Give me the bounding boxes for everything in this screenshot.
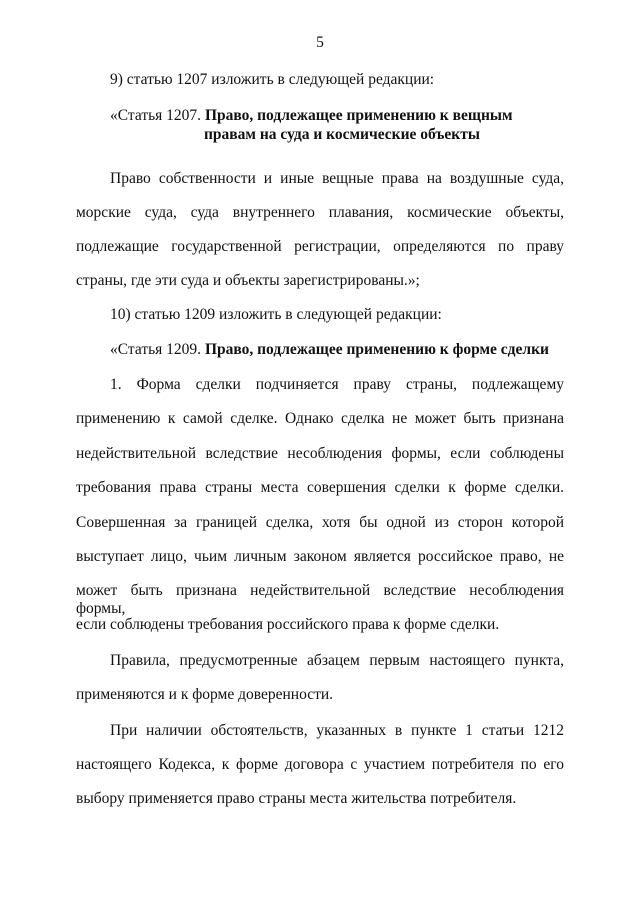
item10-para1-line: Совершенная за границей сделка, хотя бы одной из сторон которой (76, 514, 564, 531)
item9-body-line: морские суда, суда внутреннего плавания, космические объекты, (76, 204, 564, 221)
item10-para1-line: выступает лицо, чьим личным законом является российское право, не (76, 548, 564, 565)
item9-body-line: подлежащие государственной регистрации, определяются по праву (76, 238, 564, 255)
item9-article-heading-line1 (110, 107, 513, 125)
item10-intro: 10) статью 1209 изложить в следующей редакции: (110, 306, 442, 323)
item10-para1-line: применению к самой сделке. Однако сделка не может быть признана (76, 410, 564, 427)
item10-para1-line: может быть признана недействительной вследствие несоблюдения формы, (76, 582, 564, 617)
item9-article-prefix: «Статья 1207. (110, 107, 202, 124)
item10-para1-line: недействительной вследствие несоблюдения формы, если соблюдены (76, 445, 564, 462)
item10-para1-line: если соблюдены требования российского права к форме сделки. (76, 616, 500, 633)
item10-para1-line: требования права страны места совершения сделки к форме сделки. (76, 479, 564, 496)
item10-para1-line: 1. Форма сделки подчиняется праву страны, подлежащему (110, 376, 564, 393)
item10-para3-line: При наличии обстоятельств, указанных в пункте 1 статьи 1212 (110, 722, 564, 739)
item10-para3-line: выбору применяется право страны места жительства потребителя. (76, 790, 517, 807)
item9-intro: 9) статью 1207 изложить в следующей редакции: (110, 71, 435, 88)
item10-para3-line: настоящего Кодекса, к форме договора с участием потребителя по его (76, 756, 564, 773)
item9-article-title-line1: Право, подлежащее применению к вещным (204, 107, 513, 124)
item9-article-title-line2: правам на суда и космические объекты (204, 126, 480, 143)
item9-body-line: страны, где эти суда и объекты зарегистрированы.»; (76, 272, 420, 289)
item10-para2-line: Правила, предусмотренные абзацем первым настоящего пункта, (110, 652, 564, 669)
page-number: 5 (316, 34, 324, 51)
item10-article-heading (110, 341, 549, 359)
item10-para2-line: применяются и к форме доверенности. (76, 686, 334, 703)
item10-article-prefix: «Статья 1209. (110, 341, 202, 358)
item9-body-line: Право собственности и иные вещные права на воздушные суда, (110, 170, 564, 187)
item10-article-title: Право, подлежащее применению к форме сделки (204, 341, 549, 358)
